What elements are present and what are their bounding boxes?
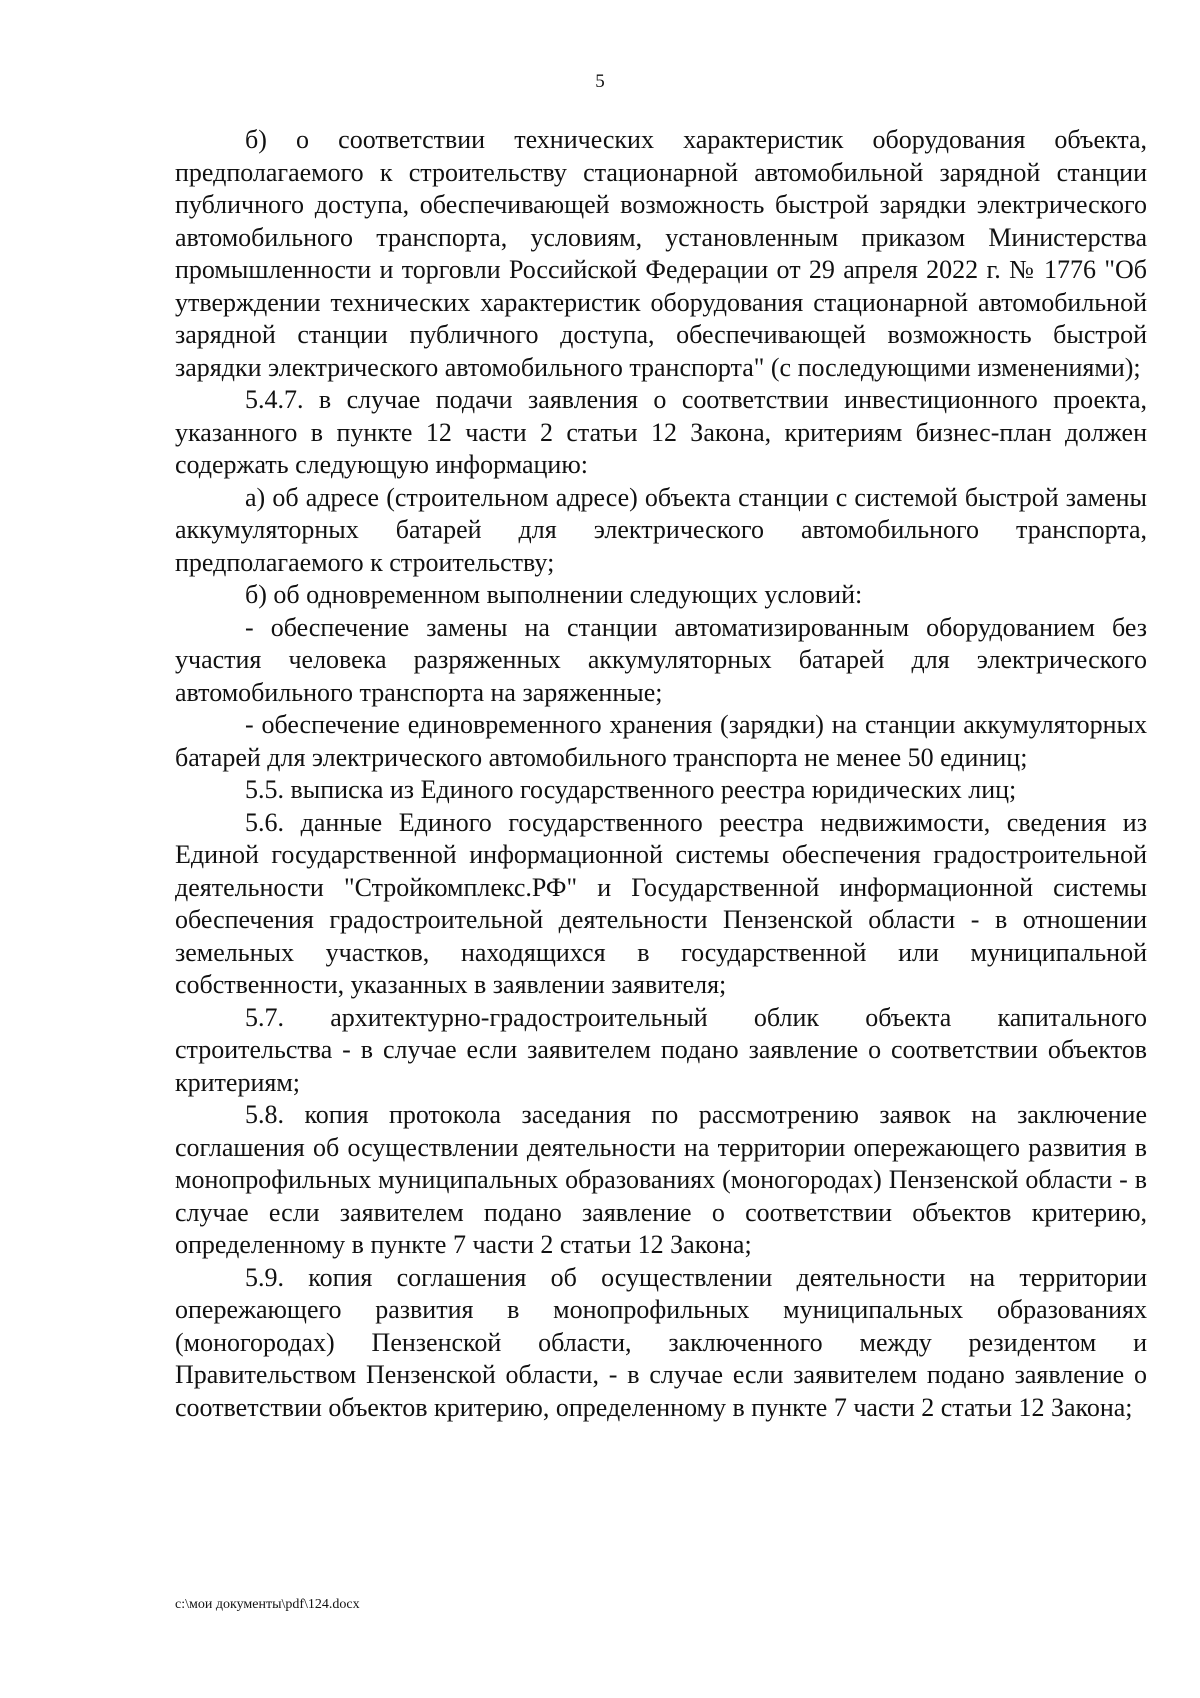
paragraph-condition-1: - обеспечение замены на станции автоматизированным оборудованием без участия человека разряженных аккумуляторных батарей для электрического автомобильного транспорта на заряженные; [175,612,1147,707]
paragraph-5-4-7: 5.4.7. в случае подачи заявления о соответствии инвестиционного проекта, указанного в пункте 12 части 2 статьи 12 Закона, критериям бизнес-план должен содержать следующую информацию: [175,385,1147,479]
paragraph-5-4-7-a: а) об адресе (строительном адресе) объекта станции с системой быстрой замены аккумуляторных батарей для электрического автомобильного транспорта, предполагаемого к строительству; [175,482,1147,577]
paragraph-5-5: 5.5. выписка из Единого государственного реестра юридических лиц; [245,775,1017,804]
paragraph-5-6: 5.6. данные Единого государственного реестра недвижимости, сведения из Единой государственной информационной системы обеспечения градостроительной деятельности "Стройкомплекс.РФ" и Государственной информационной системы обеспечения градостроительной деятельности Пензенской области - в отношении земельных участков, находящихся в государственной или муниципальной собственности, указанных в заявлении заявителя; [175,807,1147,999]
paragraph-5-4-7-b: б) об одновременном выполнении следующих условий: [245,580,863,609]
document-body [175,124,1147,1424]
paragraph-5-4-6-b: б) о соответствии технических характеристик оборудования объекта, предполагаемого к строительству стационарной автомобильной зарядной станции публичного доступа, обеспечивающей возможность быстрой зарядки электрического автомобильного транспорта, условиям, установленным приказом Министерства промышленности и торговли Российской Федерации от 29 апреля 2022 г. № 1776 "Об утверждении технических характеристик оборудования стационарной автомобильной зарядной станции публичного доступа, обеспечивающей возможность быстрой зарядки электрического автомобильного транспорта" (с последующими изменениями); [175,125,1147,382]
footer-file-path: c:\мои документы\pdf\124.docx [175,1597,360,1612]
paragraph-condition-2: - обеспечение единовременного хранения (зарядки) на станции аккумуляторных батарей для электрического автомобильного транспорта не менее 50 единиц; [175,710,1147,772]
page-number: 5 [595,71,605,92]
paragraph-5-9: 5.9. копия соглашения об осуществлении деятельности на территории опережающего развития в монопрофильных муниципальных образованиях (моногородах) Пензенской области, заключенного между резидентом и Правительством Пензенской области, - в случае если заявителем подано заявление о соответствии объектов критерию, определенному в пункте 7 части 2 статьи 12 Закона; [175,1262,1147,1422]
paragraph-5-8: 5.8. копия протокола заседания по рассмотрению заявок на заключение соглашения об осуществлении деятельности на территории опережающего развития в монопрофильных муниципальных образованиях (моногородах) Пензенской области - в случае если заявителем подано заявление о соответствии объектов критерию, определенному в пункте 7 части 2 статьи 12 Закона; [175,1100,1147,1259]
paragraph-5-7: 5.7. архитектурно-градостроительный облик объекта капитального строительства - в случае если заявителем подано заявление о соответствии объектов критериям; [175,1002,1147,1097]
